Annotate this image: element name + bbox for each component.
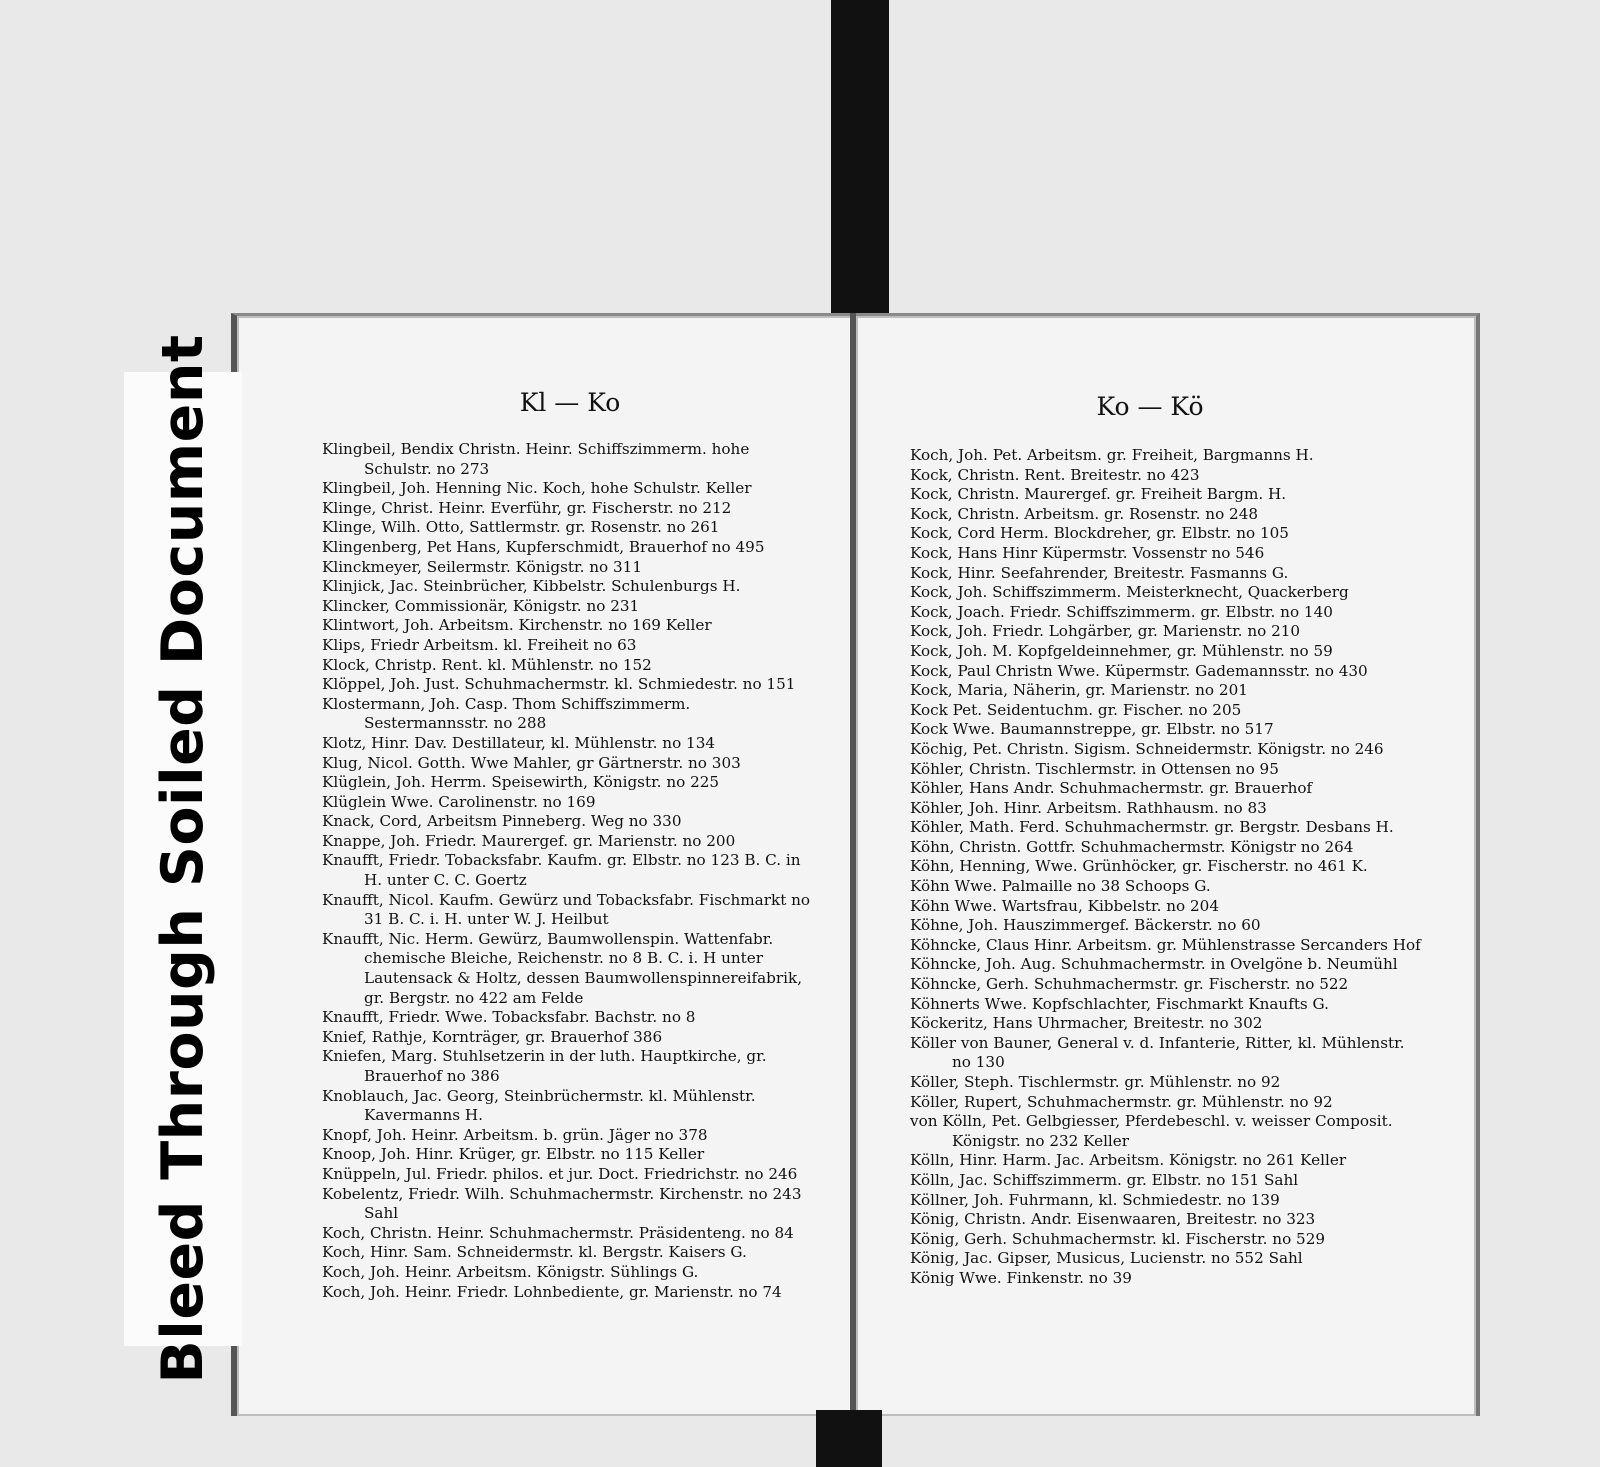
list-item: Koch, Christn. Heinr. Schuhmachermstr. Präsidenteng. no 84: [322, 1223, 794, 1242]
list-item: Klips, Friedr Arbeitsm. kl. Freiheit no 63: [322, 635, 637, 654]
list-item: Klock, Christp. Rent. kl. Mühlenstr. no 152: [322, 655, 652, 674]
list-item: Kniefen, Marg. Stuhlsetzerin in der luth. Hauptkirche, gr. Brauerhof no 386: [322, 1047, 767, 1085]
list-item: Kock, Joh. Friedr. Lohgärber, gr. Marienstr. no 210: [910, 622, 1301, 641]
list-item: König, Jac. Gipser, Musicus, Lucienstr. no 552 Sahl: [910, 1249, 1303, 1268]
list-item: Kock Wwe. Baumannstreppe, gr. Elbstr. no 517: [910, 720, 1274, 739]
list-item: Knaufft, Friedr. Tobacksfabr. Kaufm. gr. Elbstr. no 123 B. C. in H. unter C. C. Goertz: [322, 851, 801, 890]
list-item: Kock Pet. Seidentuchm. gr. Fischer. no 205: [910, 700, 1242, 719]
list-item: Klinjick, Jac. Steinbrücher, Kibbelstr. Schulenburgs H.: [322, 577, 741, 596]
soiled-document-label: [124, 334, 242, 1384]
list-item: Kock, Christn. Arbeitsm. gr. Rosenstr. no 248: [910, 504, 1259, 523]
list-item: von Kölln, Pet. Gelbgiesser, Pferdebeschl. v. weisser Composit. Königstr. no 232 Keller: [910, 1112, 1393, 1150]
list-item: Klostermann, Joh. Casp. Thom Schiffszimmerm. Sestermannsstr. no 288: [322, 694, 691, 733]
list-item: Klinge, Wilh. Otto, Sattlermstr. gr. Rosenstr. no 261: [322, 518, 720, 537]
list-item: Koch, Joh. Heinr. Friedr. Lohnbediente, gr. Marienstr. no 74: [322, 1282, 782, 1301]
list-item: Köller von Bauner, General v. d. Infanterie, Ritter, kl. Mühlenstr. no 130: [910, 1033, 1405, 1072]
binding-strap-top: [831, 0, 889, 330]
list-item: Kock, Christn. Maurergef. gr. Freiheit Bargm. H.: [910, 485, 1287, 504]
list-item: Klingbeil, Joh. Henning Nic. Koch, hohe Schulstr. Keller: [322, 479, 752, 498]
list-item: Kock, Hans Hinr Küpermstr. Vossenstr no 546: [910, 543, 1265, 562]
list-item: Köhler, Joh. Hinr. Arbeitsm. Rathhausm. no 83: [910, 798, 1267, 817]
list-item: Kock, Cord Herm. Blockdreher, gr. Elbstr. no 105: [910, 524, 1289, 543]
list-item: Köhler, Hans Andr. Schuhmachermstr. gr. Brauerhof: [910, 779, 1313, 798]
list-item: Knaufft, Friedr. Wwe. Tobacksfabr. Bachstr. no 8: [322, 1008, 696, 1027]
list-item: Köhn Wwe. Palmaille no 38 Schoops G.: [910, 877, 1211, 896]
list-item: Kock, Hinr. Seefahrender, Breitestr. Fasmanns G.: [910, 563, 1289, 582]
list-item: Knappe, Joh. Friedr. Maurergef. gr. Marienstr. no 200: [322, 831, 736, 850]
right-page-header: Ko — Kö: [1096, 392, 1204, 421]
list-item: Kock, Maria, Näherin, gr. Marienstr. no 201: [910, 681, 1248, 700]
list-item: Knoblauch, Jac. Georg, Steinbrüchermstr. kl. Mühlenstr. Kavermanns H.: [322, 1086, 756, 1125]
list-item: Köckeritz, Hans Uhrmacher, Breitestr. no 302: [910, 1014, 1263, 1033]
list-item: Köhn, Henning, Wwe. Grünhöcker, gr. Fischerstr. no 461 K.: [910, 857, 1368, 876]
list-item: König Wwe. Finkenstr. no 39: [910, 1268, 1132, 1287]
list-item: Klinge, Christ. Heinr. Everführ, gr. Fischerstr. no 212: [322, 498, 732, 517]
list-item: Knaufft, Nic. Herm. Gewürz, Baumwollenspin. Wattenfabr. chemische Bleiche, Reichenstr. no 8 B. C. i. H unter Lautensack & Holtz, dessen Baumwollenspinnereifabrik, gr. Bergstr. no 422 am Felde: [322, 929, 803, 1007]
right-directory-list: [910, 446, 1425, 1289]
list-item: Kölln, Jac. Schiffszimmerm. gr. Elbstr. no 151 Sahl: [910, 1170, 1299, 1189]
list-item: Klingbeil, Bendix Christn. Heinr. Schiffszimmerm. hohe Schulstr. no 273: [322, 440, 750, 478]
list-item: Köhn, Christn. Gottfr. Schuhmachermstr. Königstr no 264: [910, 837, 1354, 856]
list-item: Knief, Rathje, Kornträger, gr. Brauerhof 386: [322, 1027, 663, 1046]
list-item: König, Gerh. Schuhmachermstr. kl. Fischerstr. no 529: [910, 1229, 1326, 1248]
list-item: Klotz, Hinr. Dav. Destillateur, kl. Mühlenstr. no 134: [322, 733, 716, 752]
list-item: Kölln, Hinr. Harm. Jac. Arbeitsm. Königstr. no 261 Keller: [910, 1151, 1347, 1170]
list-item: Köller, Rupert, Schuhmachermstr. gr. Mühlenstr. no 92: [910, 1092, 1333, 1111]
list-item: Köhne, Joh. Hauszimmergef. Bäckerstr. no 60: [910, 916, 1261, 935]
list-item: Klöppel, Joh. Just. Schuhmachermstr. kl. Schmiedestr. no 151: [322, 675, 796, 694]
list-item: Kobelentz, Friedr. Wilh. Schuhmachermstr. Kirchenstr. no 243 Sahl: [322, 1184, 802, 1223]
list-item: Knopf, Joh. Heinr. Arbeitsm. b. grün. Jäger no 378: [322, 1125, 708, 1144]
side-label-text: Bleed Through Soiled Document: [150, 334, 216, 1384]
list-item: Köhncke, Gerh. Schuhmachermstr. gr. Fischerstr. no 522: [910, 975, 1349, 994]
list-item: Kock, Paul Christn Wwe. Küpermstr. Gademannsstr. no 430: [910, 661, 1368, 680]
list-item: Klincker, Commissionär, Königstr. no 231: [322, 596, 640, 615]
list-item: Köhncke, Joh. Aug. Schuhmachermstr. in Ovelgöne b. Neumühl: [910, 955, 1398, 974]
list-item: Kock, Joh. Schiffszimmerm. Meisterknecht, Quackerberg: [910, 583, 1349, 602]
list-item: König, Christn. Andr. Eisenwaaren, Breitestr. no 323: [910, 1210, 1316, 1229]
list-item: Köller, Steph. Tischlermstr. gr. Mühlenstr. no 92: [910, 1073, 1281, 1091]
list-item: Köhnerts Wwe. Kopfschlachter, Fischmarkt Knaufts G.: [910, 994, 1329, 1013]
list-item: Knoop, Joh. Hinr. Krüger, gr. Elbstr. no 115 Keller: [322, 1145, 705, 1164]
list-item: Knüppeln, Jul. Friedr. philos. et jur. Doct. Friedrichstr. no 246: [322, 1164, 798, 1183]
list-item: Köchig, Pet. Christn. Sigism. Schneidermstr. Königstr. no 246: [910, 739, 1384, 758]
list-item: Köhn Wwe. Wartsfrau, Kibbelstr. no 204: [910, 896, 1219, 915]
left-directory-list: [322, 440, 812, 1302]
list-item: Kock, Joh. M. Kopfgeldeinnehmer, gr. Mühlenstr. no 59: [910, 641, 1333, 660]
list-item: Kock, Joach. Friedr. Schiffszimmerm. gr. Elbstr. no 140: [910, 602, 1333, 621]
list-item: Köhncke, Claus Hinr. Arbeitsm. gr. Mühlenstrasse Sercanders Hof: [910, 935, 1421, 954]
list-item: Kock, Christn. Rent. Breitestr. no 423: [910, 465, 1200, 484]
left-page-header: Kl — Ko: [519, 388, 621, 417]
list-item: Klintwort, Joh. Arbeitsm. Kirchenstr. no 169 Keller: [322, 616, 712, 635]
binding-strap-bottom: [816, 1410, 882, 1467]
list-item: Köllner, Joh. Fuhrmann, kl. Schmiedestr. no 139: [910, 1190, 1280, 1209]
list-item: Knaufft, Nicol. Kaufm. Gewürz und Tobacksfabr. Fischmarkt no 31 B. C. i. H. unter W. J. Heilbut: [322, 890, 811, 929]
list-item: Klinckmeyer, Seilermstr. Königstr. no 311: [322, 557, 642, 576]
list-item: Koch, Hinr. Sam. Schneidermstr. kl. Bergstr. Kaisers G.: [322, 1243, 747, 1262]
list-item: Köhler, Christn. Tischlermstr. in Ottensen no 95: [910, 759, 1279, 778]
list-item: Koch, Joh. Pet. Arbeitsm. gr. Freiheit, Bargmanns H.: [910, 446, 1314, 464]
list-item: Köhler, Math. Ferd. Schuhmachermstr. gr. Bergstr. Desbans H.: [910, 818, 1394, 837]
list-item: Klingenberg, Pet Hans, Kupferschmidt, Brauerhof no 495: [322, 537, 765, 556]
list-item: Klug, Nicol. Gotth. Wwe Mahler, gr Gärtnerstr. no 303: [322, 753, 741, 772]
list-item: Knack, Cord, Arbeitsm Pinneberg. Weg no 330: [322, 812, 682, 831]
list-item: Klüglein Wwe. Carolinenstr. no 169: [322, 792, 596, 811]
list-item: Klüglein, Joh. Herrm. Speisewirth, Königstr. no 225: [322, 773, 720, 792]
list-item: Koch, Joh. Heinr. Arbeitsm. Königstr. Sühlings G.: [322, 1262, 699, 1281]
